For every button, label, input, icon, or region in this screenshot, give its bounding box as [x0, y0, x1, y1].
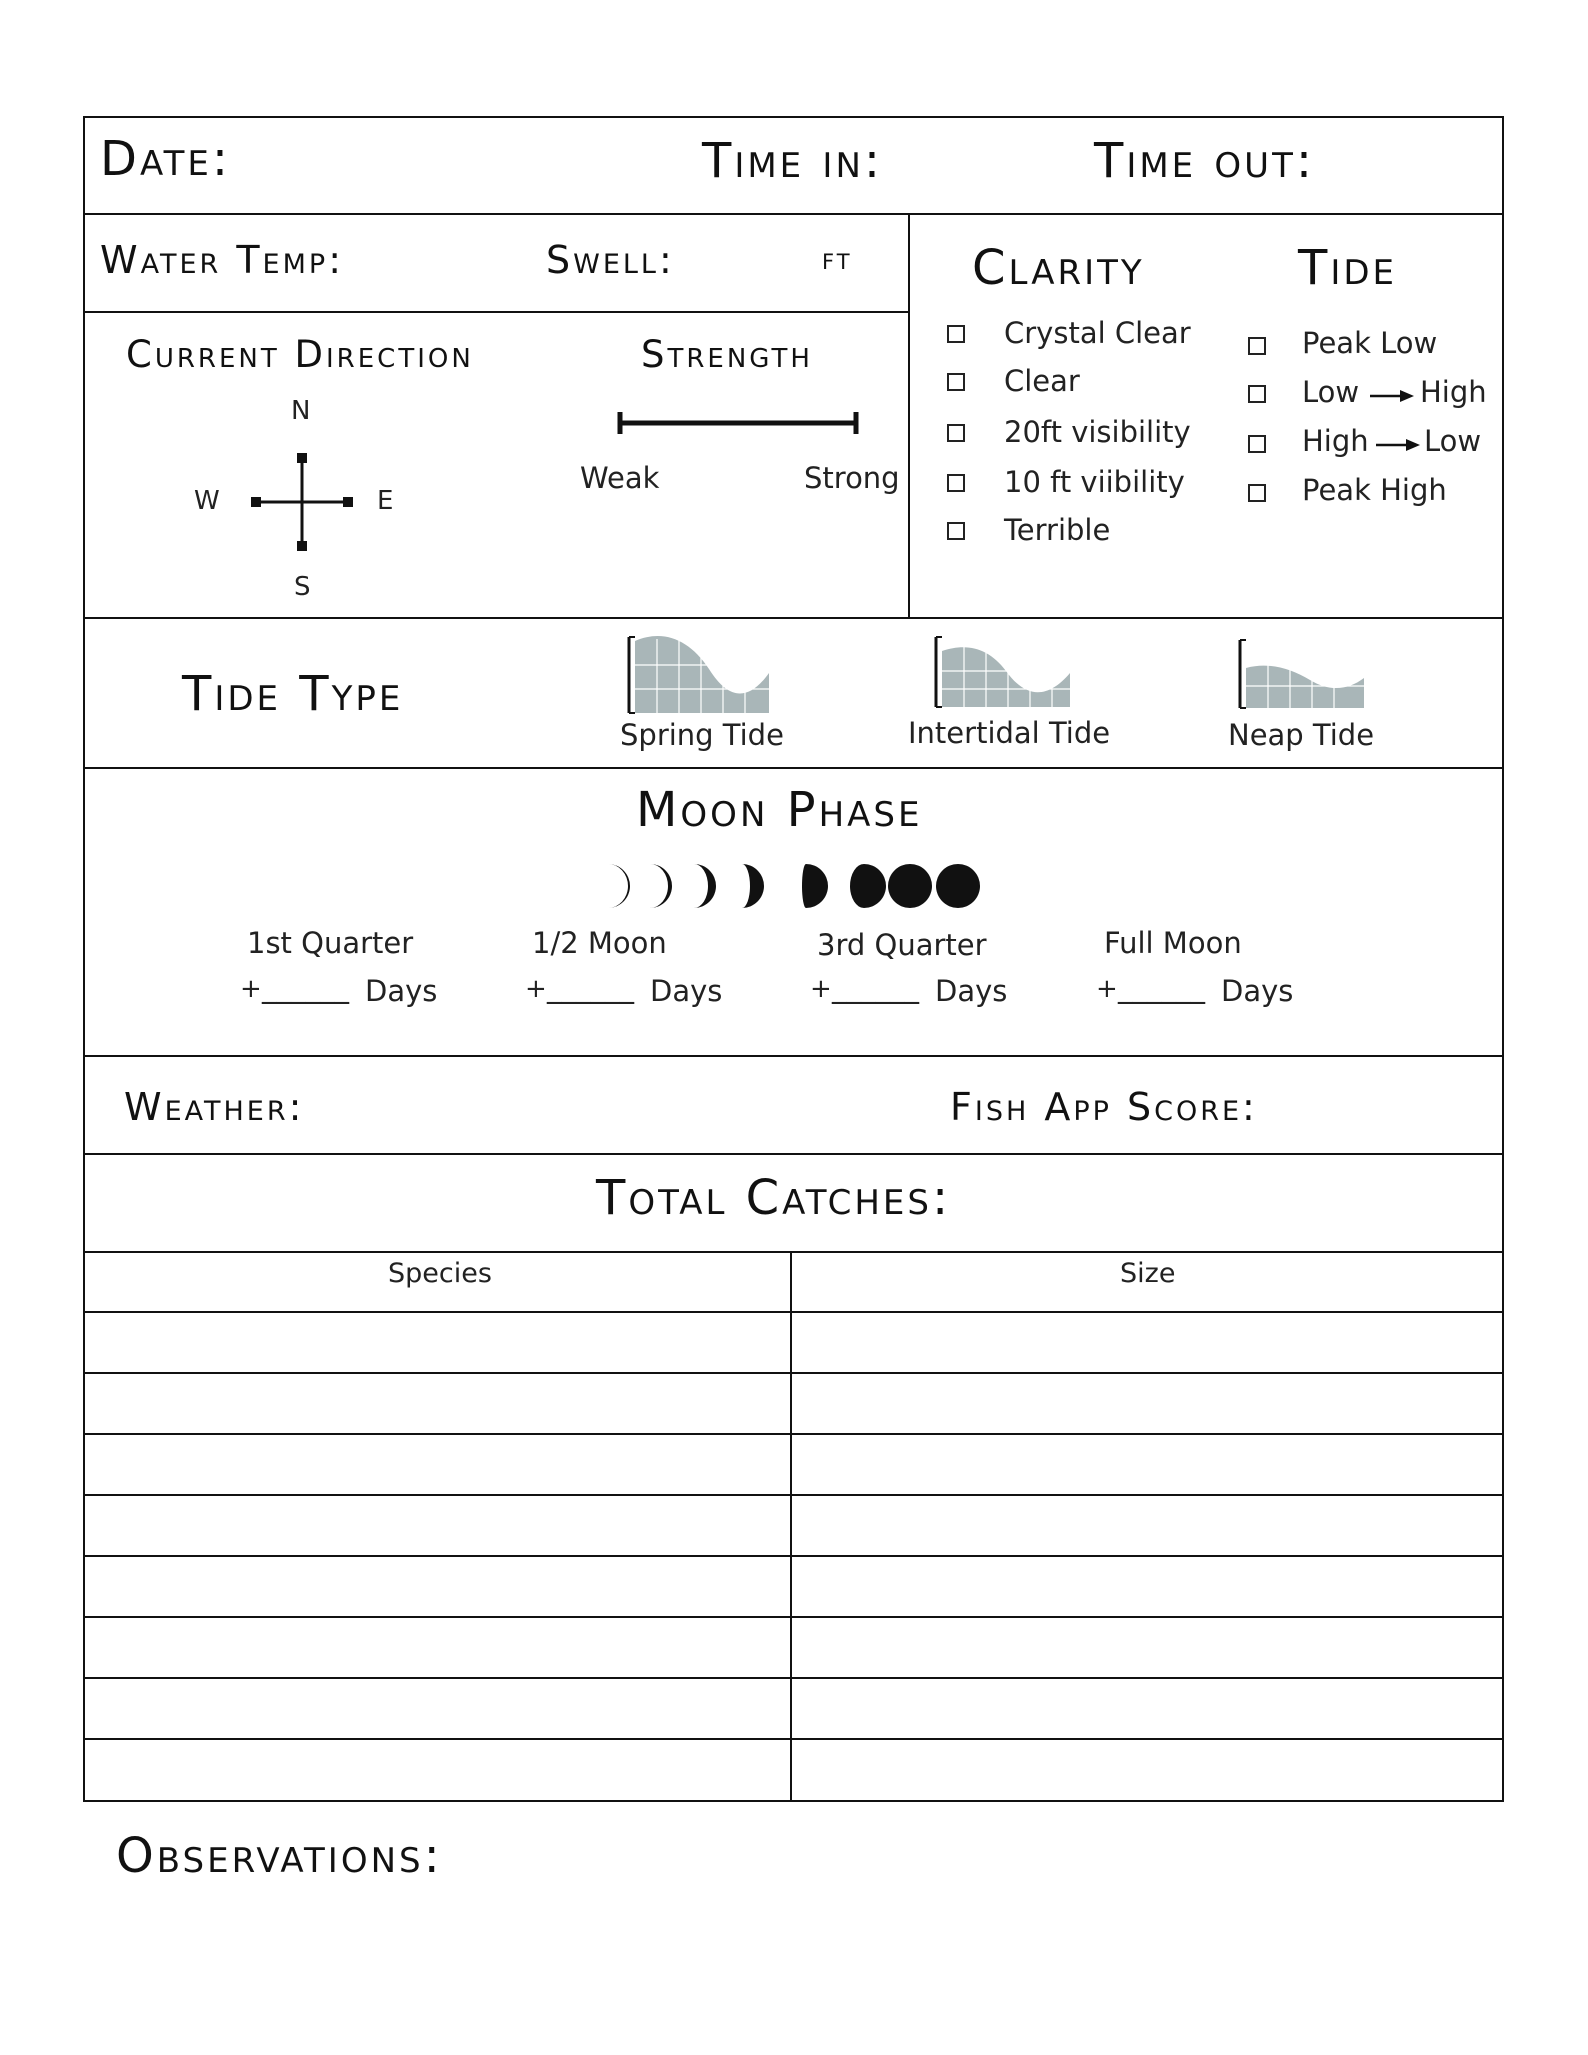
size-cell[interactable] [792, 1313, 1500, 1372]
moon-quarter-label: 1/2 Moon [532, 926, 667, 960]
clarity-option-label: 10 ft viibility [1004, 465, 1185, 499]
divider [83, 1055, 1504, 1057]
checkbox[interactable] [1248, 484, 1266, 502]
plus-sign: + [240, 974, 262, 1004]
tide-option-to: Low [1424, 424, 1482, 458]
divider [83, 767, 1504, 769]
species-cell[interactable] [84, 1374, 790, 1433]
moon-phases-icon [600, 862, 980, 910]
intertidal-tide-icon [932, 635, 1072, 710]
checkbox[interactable] [947, 373, 965, 391]
intertidal-tide-label: Intertidal Tide [908, 716, 1111, 750]
moon-phase-title: Moon Phase [636, 782, 923, 838]
moon-quarter-label: 1st Quarter [247, 926, 414, 960]
swell-label: Swell: [546, 238, 675, 282]
size-column-header: Size [1120, 1258, 1176, 1289]
divider [83, 617, 1504, 619]
table-row [84, 1618, 1502, 1679]
clarity-title: Clarity [972, 240, 1145, 296]
weather-label: Weather: [124, 1085, 305, 1129]
size-cell[interactable] [792, 1618, 1500, 1677]
size-cell[interactable] [792, 1435, 1500, 1494]
checkbox[interactable] [947, 474, 965, 492]
species-cell[interactable] [84, 1679, 790, 1738]
table-row [84, 1313, 1502, 1374]
table-row [84, 1557, 1502, 1618]
days-label: Days [935, 974, 1008, 1008]
divider [83, 1153, 1504, 1155]
compass-west-label: W [194, 486, 220, 516]
table-row [84, 1496, 1502, 1557]
observations-label: Observations: [116, 1828, 443, 1884]
neap-tide-icon [1236, 638, 1366, 710]
table-row [84, 1679, 1502, 1740]
neap-tide-label: Neap Tide [1228, 718, 1375, 752]
species-cell[interactable] [84, 1557, 790, 1616]
days-blank[interactable]: ______ [832, 970, 919, 1004]
swell-unit: ft [822, 242, 853, 277]
tide-option-label: Peak Low [1302, 326, 1438, 360]
size-cell[interactable] [792, 1740, 1500, 1801]
clarity-option-label: Crystal Clear [1004, 316, 1191, 350]
species-cell[interactable] [84, 1496, 790, 1555]
tide-type-title: Tide Type [182, 666, 404, 722]
clarity-option-label: Clear [1004, 364, 1080, 398]
time-out-label: Time out: [1094, 133, 1316, 189]
arrow-right-icon [1370, 389, 1414, 403]
divider [83, 213, 1504, 215]
table-row [84, 1435, 1502, 1496]
current-direction-title: Current Direction [126, 333, 474, 376]
clarity-option-label: Terrible [1004, 513, 1111, 547]
plus-sign: + [525, 974, 547, 1004]
species-cell[interactable] [84, 1435, 790, 1494]
strength-weak-label: Weak [580, 461, 660, 495]
checkbox[interactable] [947, 424, 965, 442]
strength-scale-icon [617, 410, 859, 436]
days-label: Days [365, 974, 438, 1008]
fish-app-score-label: Fish App Score: [950, 1085, 1258, 1129]
observations-area[interactable] [116, 1900, 1504, 2030]
compass-icon [250, 452, 354, 552]
divider [83, 1251, 1504, 1253]
tide-option-to: High [1420, 375, 1487, 409]
size-cell[interactable] [792, 1679, 1500, 1738]
divider [83, 311, 910, 313]
table-row [84, 1740, 1502, 1801]
moon-quarter-label: Full Moon [1104, 926, 1242, 960]
species-cell[interactable] [84, 1313, 790, 1372]
checkbox[interactable] [1248, 385, 1266, 403]
tide-title: Tide [1298, 240, 1398, 296]
tide-option-from: High [1302, 424, 1369, 458]
divider [908, 213, 910, 618]
checkbox[interactable] [947, 325, 965, 343]
days-blank[interactable]: ______ [262, 970, 349, 1004]
days-blank[interactable]: ______ [547, 970, 634, 1004]
plus-sign: + [810, 974, 832, 1004]
days-label: Days [1221, 974, 1294, 1008]
tide-option-from: Low [1302, 375, 1360, 409]
water-temp-label: Water Temp: [100, 238, 344, 282]
checkbox[interactable] [1248, 435, 1266, 453]
size-cell[interactable] [792, 1374, 1500, 1433]
spring-tide-icon [625, 635, 771, 715]
table-row [84, 1374, 1502, 1435]
clarity-option-label: 20ft visibility [1004, 415, 1191, 449]
checkbox[interactable] [1248, 337, 1266, 355]
plus-sign: + [1096, 974, 1118, 1004]
size-cell[interactable] [792, 1496, 1500, 1555]
spring-tide-label: Spring Tide [620, 718, 784, 752]
days-label: Days [650, 974, 723, 1008]
tide-option-label: Peak High [1302, 473, 1447, 507]
time-in-label: Time in: [702, 133, 884, 189]
strength-title: Strength [641, 333, 813, 376]
species-cell[interactable] [84, 1740, 790, 1801]
checkbox[interactable] [947, 522, 965, 540]
total-catches-title: Total Catches: [596, 1170, 952, 1226]
arrow-right-icon [1376, 438, 1420, 452]
days-blank[interactable]: ______ [1118, 970, 1205, 1004]
compass-south-label: S [294, 572, 311, 602]
size-cell[interactable] [792, 1557, 1500, 1616]
moon-quarter-label: 3rd Quarter [817, 928, 987, 962]
species-cell[interactable] [84, 1618, 790, 1677]
species-column-header: Species [388, 1258, 492, 1289]
compass-north-label: N [291, 396, 311, 426]
date-label: Date: [100, 131, 232, 187]
compass-east-label: E [377, 486, 394, 516]
strength-strong-label: Strong [804, 461, 900, 495]
